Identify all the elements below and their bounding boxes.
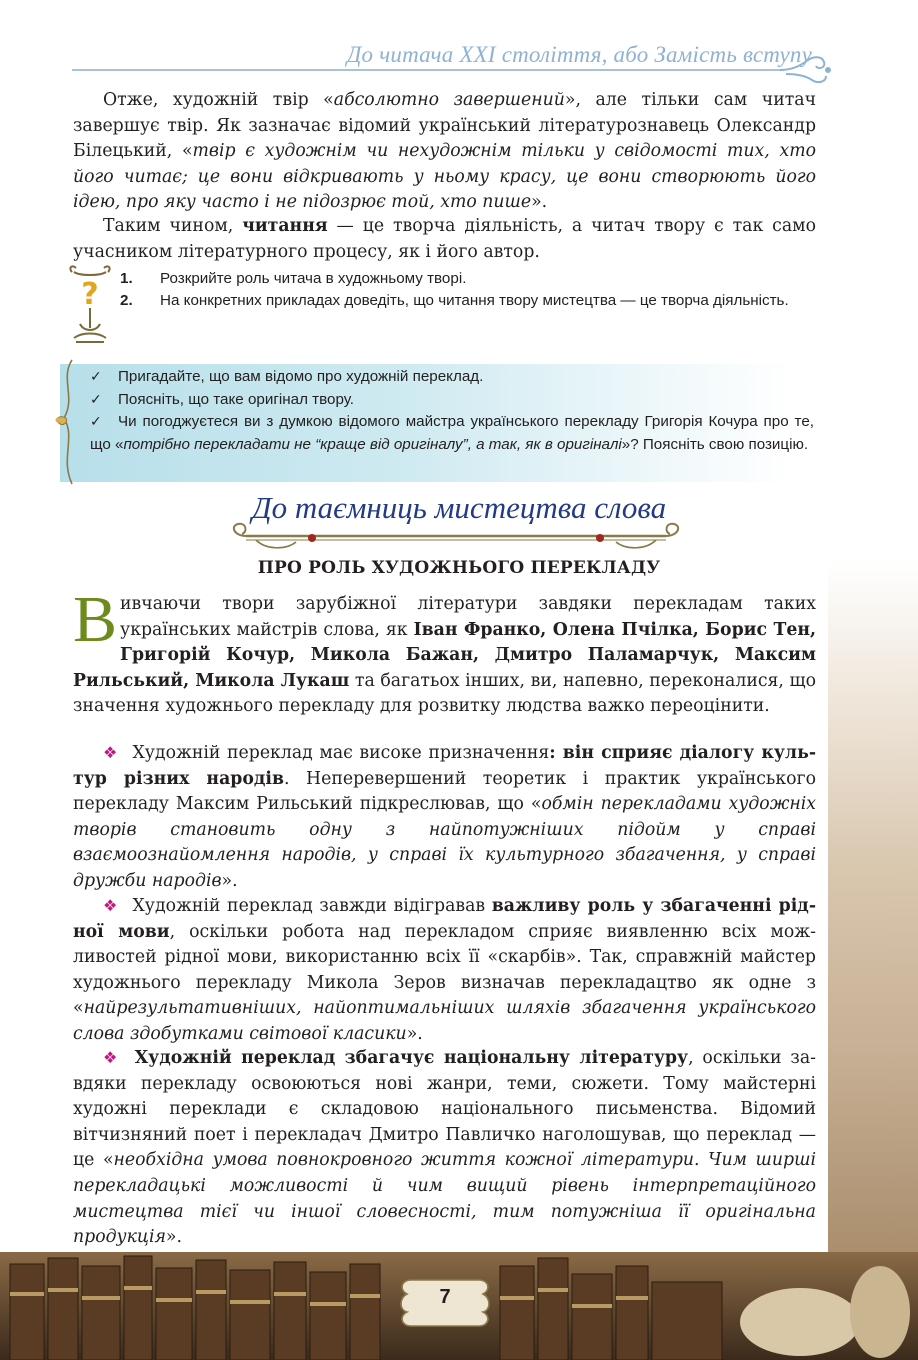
question-item (118, 290, 818, 312)
text: , оскільки завдяки перекладу освоюються нові жанри, теми, сюжети. Тому майстерні художні переклади є складовою національного письменства. Відомий вітчизняний поет і перекладач Дмитро Павличко наголошував, що переклад — це « (73, 1048, 817, 1171)
question-text: Розкрийте роль читача в художньому творі. (160, 270, 467, 287)
text: ивчаючи твори зарубіжної літератури завдяки перекладам таких українських майстрів слова, як (120, 594, 816, 640)
text: ». (406, 1023, 423, 1044)
question-text: На конкретних прикладах доведіть, що читання твору мистецтва — це творча діяльність. (160, 291, 789, 309)
paragraph-reading-creative (73, 214, 816, 265)
text: », але тільки сам читач завершує твір. Як зазначає відомий український літературознавець Олександр Білецький, « (73, 90, 816, 162)
title-scroll-ornament-icon (226, 520, 686, 554)
header-rule (72, 69, 784, 71)
check-text: Пригадайте, що вам відомо про художній переклад. (118, 368, 484, 385)
bold-term: читання (242, 216, 328, 236)
bullet-native-language (73, 893, 816, 1048)
check-item (90, 389, 814, 412)
bullet-dialogue-of-cultures (73, 740, 816, 895)
subheading: ПРО РОЛЬ ХУДОЖНЬОГО ПЕРЕКЛАДУ (257, 558, 661, 578)
check-text: Чи погоджуєтеся ви з думкою відомого майстра українського перекладу Григорія Кочура про те, що « (90, 413, 814, 453)
text: , оскільки робота над перекладом сприяє виявленню всіх можливостей рідної мови, використанню всіх її «скарбів». Так, справжній майстер художнього перекладу Микола Зеров визначав перекладацтво як одне з « (73, 921, 817, 1019)
check-text: »? Поясніть свою позицію. (621, 435, 809, 453)
quote-italic: необхідна умова повнокровного життя кожної літератури. Чим ширші перекладацькі можливості й чим вищий рівень інтерпретаційного мистецтва тієї чи іншої словесності, тим потужніша її оригінальна продукція (73, 1150, 816, 1248)
svg-text:?: ? (81, 277, 99, 312)
drop-cap: В (73, 583, 118, 656)
questions-list (118, 268, 818, 311)
side-decorative-image (828, 560, 918, 1260)
text: . Неперевершений теоретик і практик українського перекладу Максим Рильський підкреслював, що « (73, 768, 816, 815)
checkmark-icon: ✓ (90, 369, 102, 385)
bold-term: важливу роль у збагаченні рідної мови (73, 896, 817, 942)
check-item (90, 366, 814, 389)
bullet-icon: ❖ (103, 896, 119, 915)
bullet-icon: ❖ (103, 1048, 121, 1067)
paragraph-intro (73, 583, 817, 720)
bullet-icon: ❖ (103, 743, 119, 762)
check-item (90, 411, 814, 455)
question-number: 1. (120, 270, 133, 287)
running-header: До читача XXI століття, або Замість вступу (346, 42, 812, 67)
text: ». (221, 870, 238, 891)
text: ». (165, 1227, 182, 1248)
paragraph-reader-completes (73, 88, 816, 216)
checkmark-icon: ✓ (90, 414, 102, 430)
header-ornament-icon (778, 48, 834, 88)
quote-italic: обмін перекладами художніх творів становить одну з найпотужніших підойм у справі взаємоознайомлення народів, у справі їх культурного збагачення, у справі дружби народів (73, 794, 816, 891)
text: — це творча діяльність, а читач твору є так само учасником літературного процесу, як і його автор. (73, 216, 816, 262)
quote-italic: найрезультативніших, найоптимальніших шляхів збагачення українського слова здобутками світової класики (73, 998, 816, 1044)
text: та багатьох інших, ви, напевно, переконалися, що значення художнього перекладу для розвитку людства важко переоцінити. (73, 670, 816, 717)
checkmark-icon: ✓ (90, 391, 102, 408)
text: ». (531, 192, 548, 213)
bold-names: Іван Франко, Олена Пчілка, Борис Тен, Григорій Кочур, Микола Бажан, Дмитро Паламарчук, Максим Рильський, Микола Лукаш (73, 619, 817, 691)
text: Художній переклад завжди відігравав (132, 896, 492, 916)
text: Художній переклад має високе призначення (132, 743, 550, 763)
check-text: Поясніть, що таке оригінал твору. (118, 390, 355, 408)
question-mark-icon (66, 262, 114, 344)
section-title: До таємниць мистецтва слова (251, 490, 667, 525)
quote-italic: твір є художнім чи нехудожнім тільки у свідомості тих, хто його читає; це вони відкривають у ньому красу, це вони створюють його ідею, про яку часто і не підозрює той, хто пише (73, 141, 816, 213)
quote-italic: потрібно перекладати не “краще від оригіналу”, а так, як в оригіналі (123, 435, 622, 453)
question-item (118, 268, 818, 290)
bold-term: : він сприяє діалогу культур різних народів (73, 743, 816, 789)
question-number: 2. (120, 291, 133, 309)
bullet-national-literature (73, 1045, 816, 1251)
bold-term: Художній переклад збагачує національну літературу (134, 1048, 689, 1068)
page-number: 7 (439, 1286, 451, 1308)
text: Таким чином, (103, 216, 243, 236)
band-ornament-icon (52, 358, 82, 486)
text: Отже, художній твір « (103, 90, 334, 110)
quote-italic: абсолютно завершений (333, 90, 565, 110)
review-checklist (90, 366, 814, 455)
